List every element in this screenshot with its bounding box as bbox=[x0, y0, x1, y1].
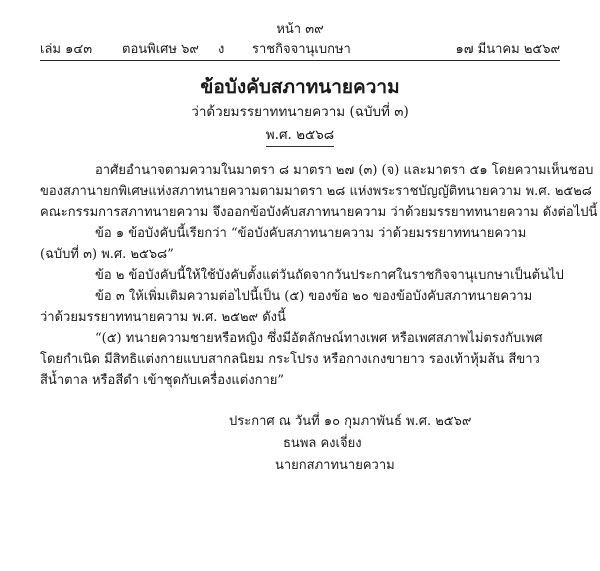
clause-1-line: (ฉบับที่ ๓) พ.ศ. ๒๕๖๘” bbox=[40, 247, 174, 262]
clause-3-line: ข้อ ๓ ให้เพิ่มเติมความต่อไปนี้เป็น (๕) ของข้อ ๒๐ ของข้อบังคับสภาทนายความ bbox=[95, 289, 533, 304]
publication-date: ๑๗ มีนาคม ๒๕๖๙ bbox=[455, 42, 560, 57]
signatory-position: นายกสภาทนายความ bbox=[275, 458, 395, 473]
body-line: อาศัยอำนาจตามความในมาตรา ๘ มาตรา ๒๗ (๓) (จ) และมาตรา ๕๑ โดยความเห็นชอบ bbox=[95, 163, 594, 178]
announcement-date: ประกาศ ณ วันที่ ๑๐ กุมภาพันธ์ พ.ศ. ๒๕๖๙ bbox=[229, 414, 472, 429]
body-line: คณะกรรมการสภาทนายความ จึงออกข้อบังคับสภาทนายความ ว่าด้วยมรรยาททนายความ ดังต่อไปนี้ bbox=[40, 205, 598, 220]
document-title: ข้อบังคับสภาทนายความ bbox=[200, 76, 400, 98]
section-letter: ง bbox=[218, 42, 225, 57]
document-subtitle: ว่าด้วยมรรยาททนายความ (ฉบับที่ ๓) bbox=[191, 104, 409, 120]
clause-3-line: ว่าด้วยมรรยาททนายความ พ.ศ. ๒๕๒๙ ดังนี้ bbox=[40, 310, 286, 325]
document-body bbox=[40, 160, 598, 391]
signatory-name: ธนพล คงเจี่ยง bbox=[283, 436, 362, 451]
title-divider bbox=[266, 146, 334, 147]
page-number: หน้า ๓๙ bbox=[276, 22, 324, 37]
clause-1-line: ข้อ ๑ ข้อบังคับนี้เรียกว่า “ข้อบังคับสภาทนายความ ว่าด้วยมรรยาททนายความ bbox=[95, 226, 527, 241]
volume-number: เล่ม ๑๔๓ bbox=[40, 42, 93, 57]
amendment-line: “(๕) ทนายความชายหรือหญิง ซึ่งมีอัตลักษณ์ทางเพศ หรือเพศสภาพไม่ตรงกับเพศ bbox=[95, 331, 543, 346]
amendment-line: โดยกำเนิด มีสิทธิแต่งกายแบบสากลนิยม กระโปรง หรือกางเกงขายาว รองเท้าหุ้มส้น สีขาว bbox=[40, 352, 540, 367]
header-divider bbox=[40, 60, 560, 61]
gazette-name: ราชกิจจานุเบกษา bbox=[252, 42, 351, 57]
amendment-line: สีน้ำตาล หรือสีดำ เข้าชุดกับเครื่องแต่งกาย” bbox=[40, 373, 285, 388]
gazette-header bbox=[40, 38, 560, 56]
clause-2-line: ข้อ ๒ ข้อบังคับนี้ให้ใช้บังคับตั้งแต่วันถัดจากวันประกาศในราชกิจจานุเบกษาเป็นต้นไป bbox=[95, 268, 564, 283]
document-year: พ.ศ. ๒๕๖๘ bbox=[265, 127, 335, 143]
special-section: ตอนพิเศษ ๖๙ bbox=[122, 42, 199, 57]
body-line: ของสภานายกพิเศษแห่งสภาทนายความตามมาตรา ๒๘ แห่งพระราชบัญญัติทนายความ พ.ศ. ๒๕๒๘ bbox=[40, 184, 592, 199]
